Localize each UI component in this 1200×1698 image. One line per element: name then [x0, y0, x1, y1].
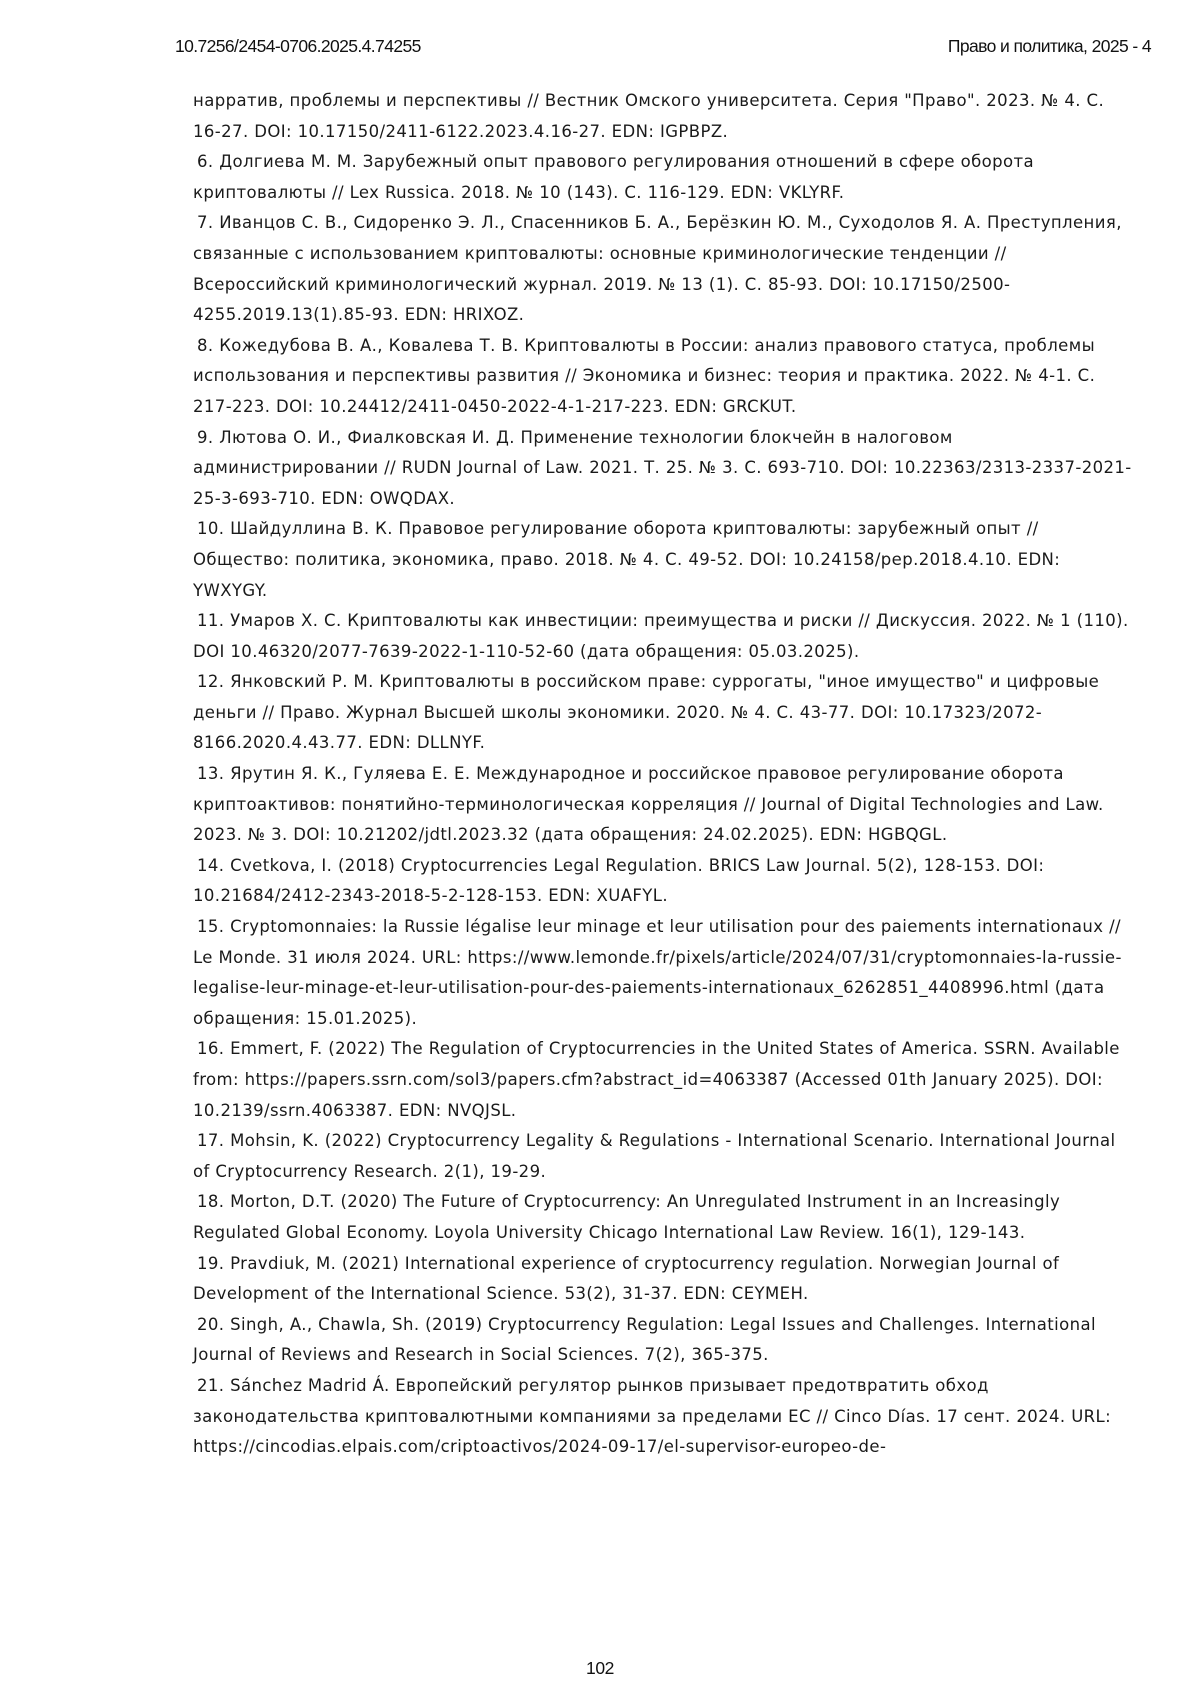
- reference-21: 21. Sánchez Madrid Á. Европейский регулятор рынков призывает предотвратить обход законодательства криптовалютными компаниями за пределами ЕС // Cinco Días. 17 сент. 2024. URL: https://cincodias.elpais.com/criptoactivos/2024-09-17/el-supervisor-europeo-de-: [193, 1371, 1133, 1463]
- reference-15: 15. Cryptomonnaies: la Russie légalise leur minage et leur utilisation pour des paiements internationaux // Le Monde. 31 июля 2024. URL: https://www.lemonde.fr/pixels/article/2024/07/31/cryptomonnaies-la-russie-legalise-leur-minage-et-leur-utilisation-pour-des-paiements-internationaux_6262851_4408996.html (дата обращения: 15.01.2025).: [193, 912, 1133, 1034]
- reference-6: 6. Долгиева М. М. Зарубежный опыт правового регулирования отношений в сфере оборота криптовалюты // Lex Russica. 2018. № 10 (143). С. 116-129. EDN: VKLYRF.: [193, 147, 1133, 208]
- reference-17: 17. Mohsin, K. (2022) Cryptocurrency Legality & Regulations - International Scenario. International Journal of Cryptocurrency Research. 2(1), 19-29.: [193, 1126, 1133, 1187]
- reference-10: 10. Шайдуллина В. К. Правовое регулирование оборота криптовалюты: зарубежный опыт // Общество: политика, экономика, право. 2018. № 4. С. 49-52. DOI: 10.24158/pep.2018.4.10. EDN: YWXYGY.: [193, 514, 1133, 606]
- reference-13: 13. Ярутин Я. К., Гуляева Е. Е. Международное и российское правовое регулирование оборота криптоактивов: понятийно-терминологическая корреляция // Journal of Digital Technologies and Law. 2023. № 3. DOI: 10.21202/jdtl.2023.32 (дата обращения: 24.02.2025). EDN: HGBQGL.: [193, 759, 1133, 851]
- reference-14: 14. Cvetkova, I. (2018) Cryptocurrencies Legal Regulation. BRICS Law Journal. 5(2), 128-153. DOI: 10.21684/2412-2343-2018-5-2-128-153. EDN: XUAFYL.: [193, 851, 1133, 912]
- running-header: [0, 36, 1200, 62]
- reference-12: 12. Янковский Р. М. Криптовалюты в российском праве: суррогаты, "иное имущество" и цифровые деньги // Право. Журнал Высшей школы экономики. 2020. № 4. С. 43-77. DOI: 10.17323/2072-8166.2020.4.43.77. EDN: DLLNYF.: [193, 667, 1133, 759]
- article-doi: 10.7256/2454-0706.2025.4.74255: [175, 36, 421, 57]
- reference-18: 18. Morton, D.T. (2020) The Future of Cryptocurrency: An Unregulated Instrument in an Increasingly Regulated Global Economy. Loyola University Chicago International Law Review. 16(1), 129-143.: [193, 1187, 1133, 1248]
- page-number: 102: [0, 1658, 1200, 1679]
- reference-11: 11. Умаров Х. С. Криптовалюты как инвестиции: преимущества и риски // Дискуссия. 2022. № 1 (110). DOI 10.46320/2077-7639-2022-1-110-52-60 (дата обращения: 05.03.2025).: [193, 606, 1133, 667]
- reference-16: 16. Emmert, F. (2022) The Regulation of Cryptocurrencies in the United States of America. SSRN. Available from: https://papers.ssrn.com/sol3/papers.cfm?abstract_id=4063387 (Accessed 01th January 2025). DOI: 10.2139/ssrn.4063387. EDN: NVQJSL.: [193, 1034, 1133, 1126]
- reference-list: [193, 86, 1133, 1463]
- reference-continuation: нарратив, проблемы и перспективы // Вестник Омского университета. Серия "Право". 2023. № 4. С. 16-27. DOI: 10.17150/2411-6122.2023.4.16-27. EDN: IGPBPZ.: [193, 86, 1133, 147]
- reference-20: 20. Singh, A., Chawla, Sh. (2019) Cryptocurrency Regulation: Legal Issues and Challenges. International Journal of Reviews and Research in Social Sciences. 7(2), 365-375.: [193, 1310, 1133, 1371]
- reference-8: 8. Кожедубова В. А., Ковалева Т. В. Криптовалюты в России: анализ правового статуса, проблемы использования и перспективы развития // Экономика и бизнес: теория и практика. 2022. № 4-1. С. 217-223. DOI: 10.24412/2411-0450-2022-4-1-217-223. EDN: GRCKUT.: [193, 331, 1133, 423]
- reference-7: 7. Иванцов С. В., Сидоренко Э. Л., Спасенников Б. А., Берёзкин Ю. М., Суходолов Я. А. Преступления, связанные с использованием криптовалюты: основные криминологические тенденции // Всероссийский криминологический журнал. 2019. № 13 (1). С. 85-93. DOI: 10.17150/2500-4255.2019.13(1).85-93. EDN: HRIXOZ.: [193, 208, 1133, 330]
- reference-9: 9. Лютова О. И., Фиалковская И. Д. Применение технологии блокчейн в налоговом администрировании // RUDN Journal of Law. 2021. Т. 25. № 3. С. 693-710. DOI: 10.22363/2313-2337-2021-25-3-693-710. EDN: OWQDAX.: [193, 423, 1133, 515]
- journal-issue: Право и политика, 2025 - 4: [948, 36, 1151, 57]
- reference-19: 19. Pravdiuk, M. (2021) International experience of cryptocurrency regulation. Norwegian Journal of Development of the International Science. 53(2), 31-37. EDN: CEYMEH.: [193, 1249, 1133, 1310]
